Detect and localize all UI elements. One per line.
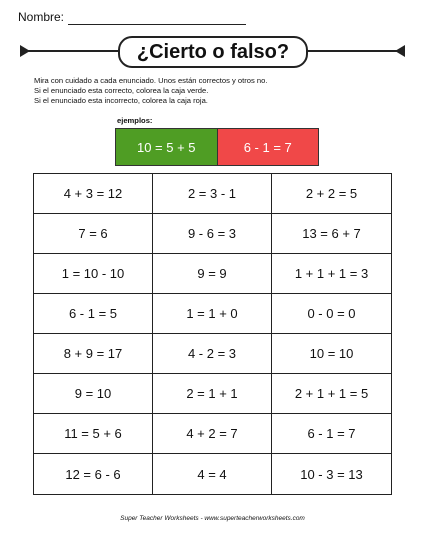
statement-cell[interactable]: 1 + 1 + 1 = 3 [272,254,391,294]
statement-cell[interactable]: 11 = 5 + 6 [34,414,153,454]
examples-label: ejemplos: [117,116,153,125]
statement-cell[interactable]: 2 = 1 + 1 [153,374,272,414]
statement-cell[interactable]: 1 = 10 - 10 [34,254,153,294]
footer-credit: Super Teacher Worksheets - www.superteacherworksheets.com [120,515,305,522]
example-incorrect: 6 - 1 = 7 [218,129,319,165]
statement-cell[interactable]: 0 - 0 = 0 [272,294,391,334]
statement-cell[interactable]: 6 - 1 = 7 [272,414,391,454]
statement-cell[interactable]: 9 - 6 = 3 [153,214,272,254]
statement-cell[interactable]: 7 = 6 [34,214,153,254]
statement-cell[interactable]: 4 - 2 = 3 [153,334,272,374]
name-label: Nombre: [18,10,65,24]
statement-cell[interactable]: 9 = 10 [34,374,153,414]
statement-cell[interactable]: 4 + 3 = 12 [34,174,153,214]
statement-cell[interactable]: 12 = 6 - 6 [34,454,153,494]
statement-cell[interactable]: 6 - 1 = 5 [34,294,153,334]
statement-grid [33,173,392,495]
example-correct: 10 = 5 + 5 [116,129,218,165]
statement-cell[interactable]: 13 = 6 + 7 [272,214,391,254]
instructions [34,76,267,106]
statement-cell[interactable]: 2 + 2 = 5 [272,174,391,214]
page-title: ¿Cierto o falso? [118,36,308,68]
statement-cell[interactable]: 4 + 2 = 7 [153,414,272,454]
instruction-line: Si el enunciado esta incorrecto, colorea la caja roja. [34,96,208,105]
examples-box [115,128,319,166]
statement-cell[interactable]: 1 = 1 + 0 [153,294,272,334]
instruction-line: Si el enunciado esta correcto, colorea la caja verde. [34,86,209,95]
instruction-line: Mira con cuidado a cada enunciado. Unos están correctos y otros no. [34,76,268,85]
title-banner [0,36,425,70]
name-field[interactable] [68,24,246,25]
statement-cell[interactable]: 4 = 4 [153,454,272,494]
statement-cell[interactable]: 2 + 1 + 1 = 5 [272,374,391,414]
statement-cell[interactable]: 8 + 9 = 17 [34,334,153,374]
statement-cell[interactable]: 10 - 3 = 13 [300,466,363,482]
statement-cell[interactable]: 9 = 9 [153,254,272,294]
statement-cell[interactable]: 2 = 3 - 1 [153,174,272,214]
statement-cell[interactable]: 10 = 10 [272,334,391,374]
